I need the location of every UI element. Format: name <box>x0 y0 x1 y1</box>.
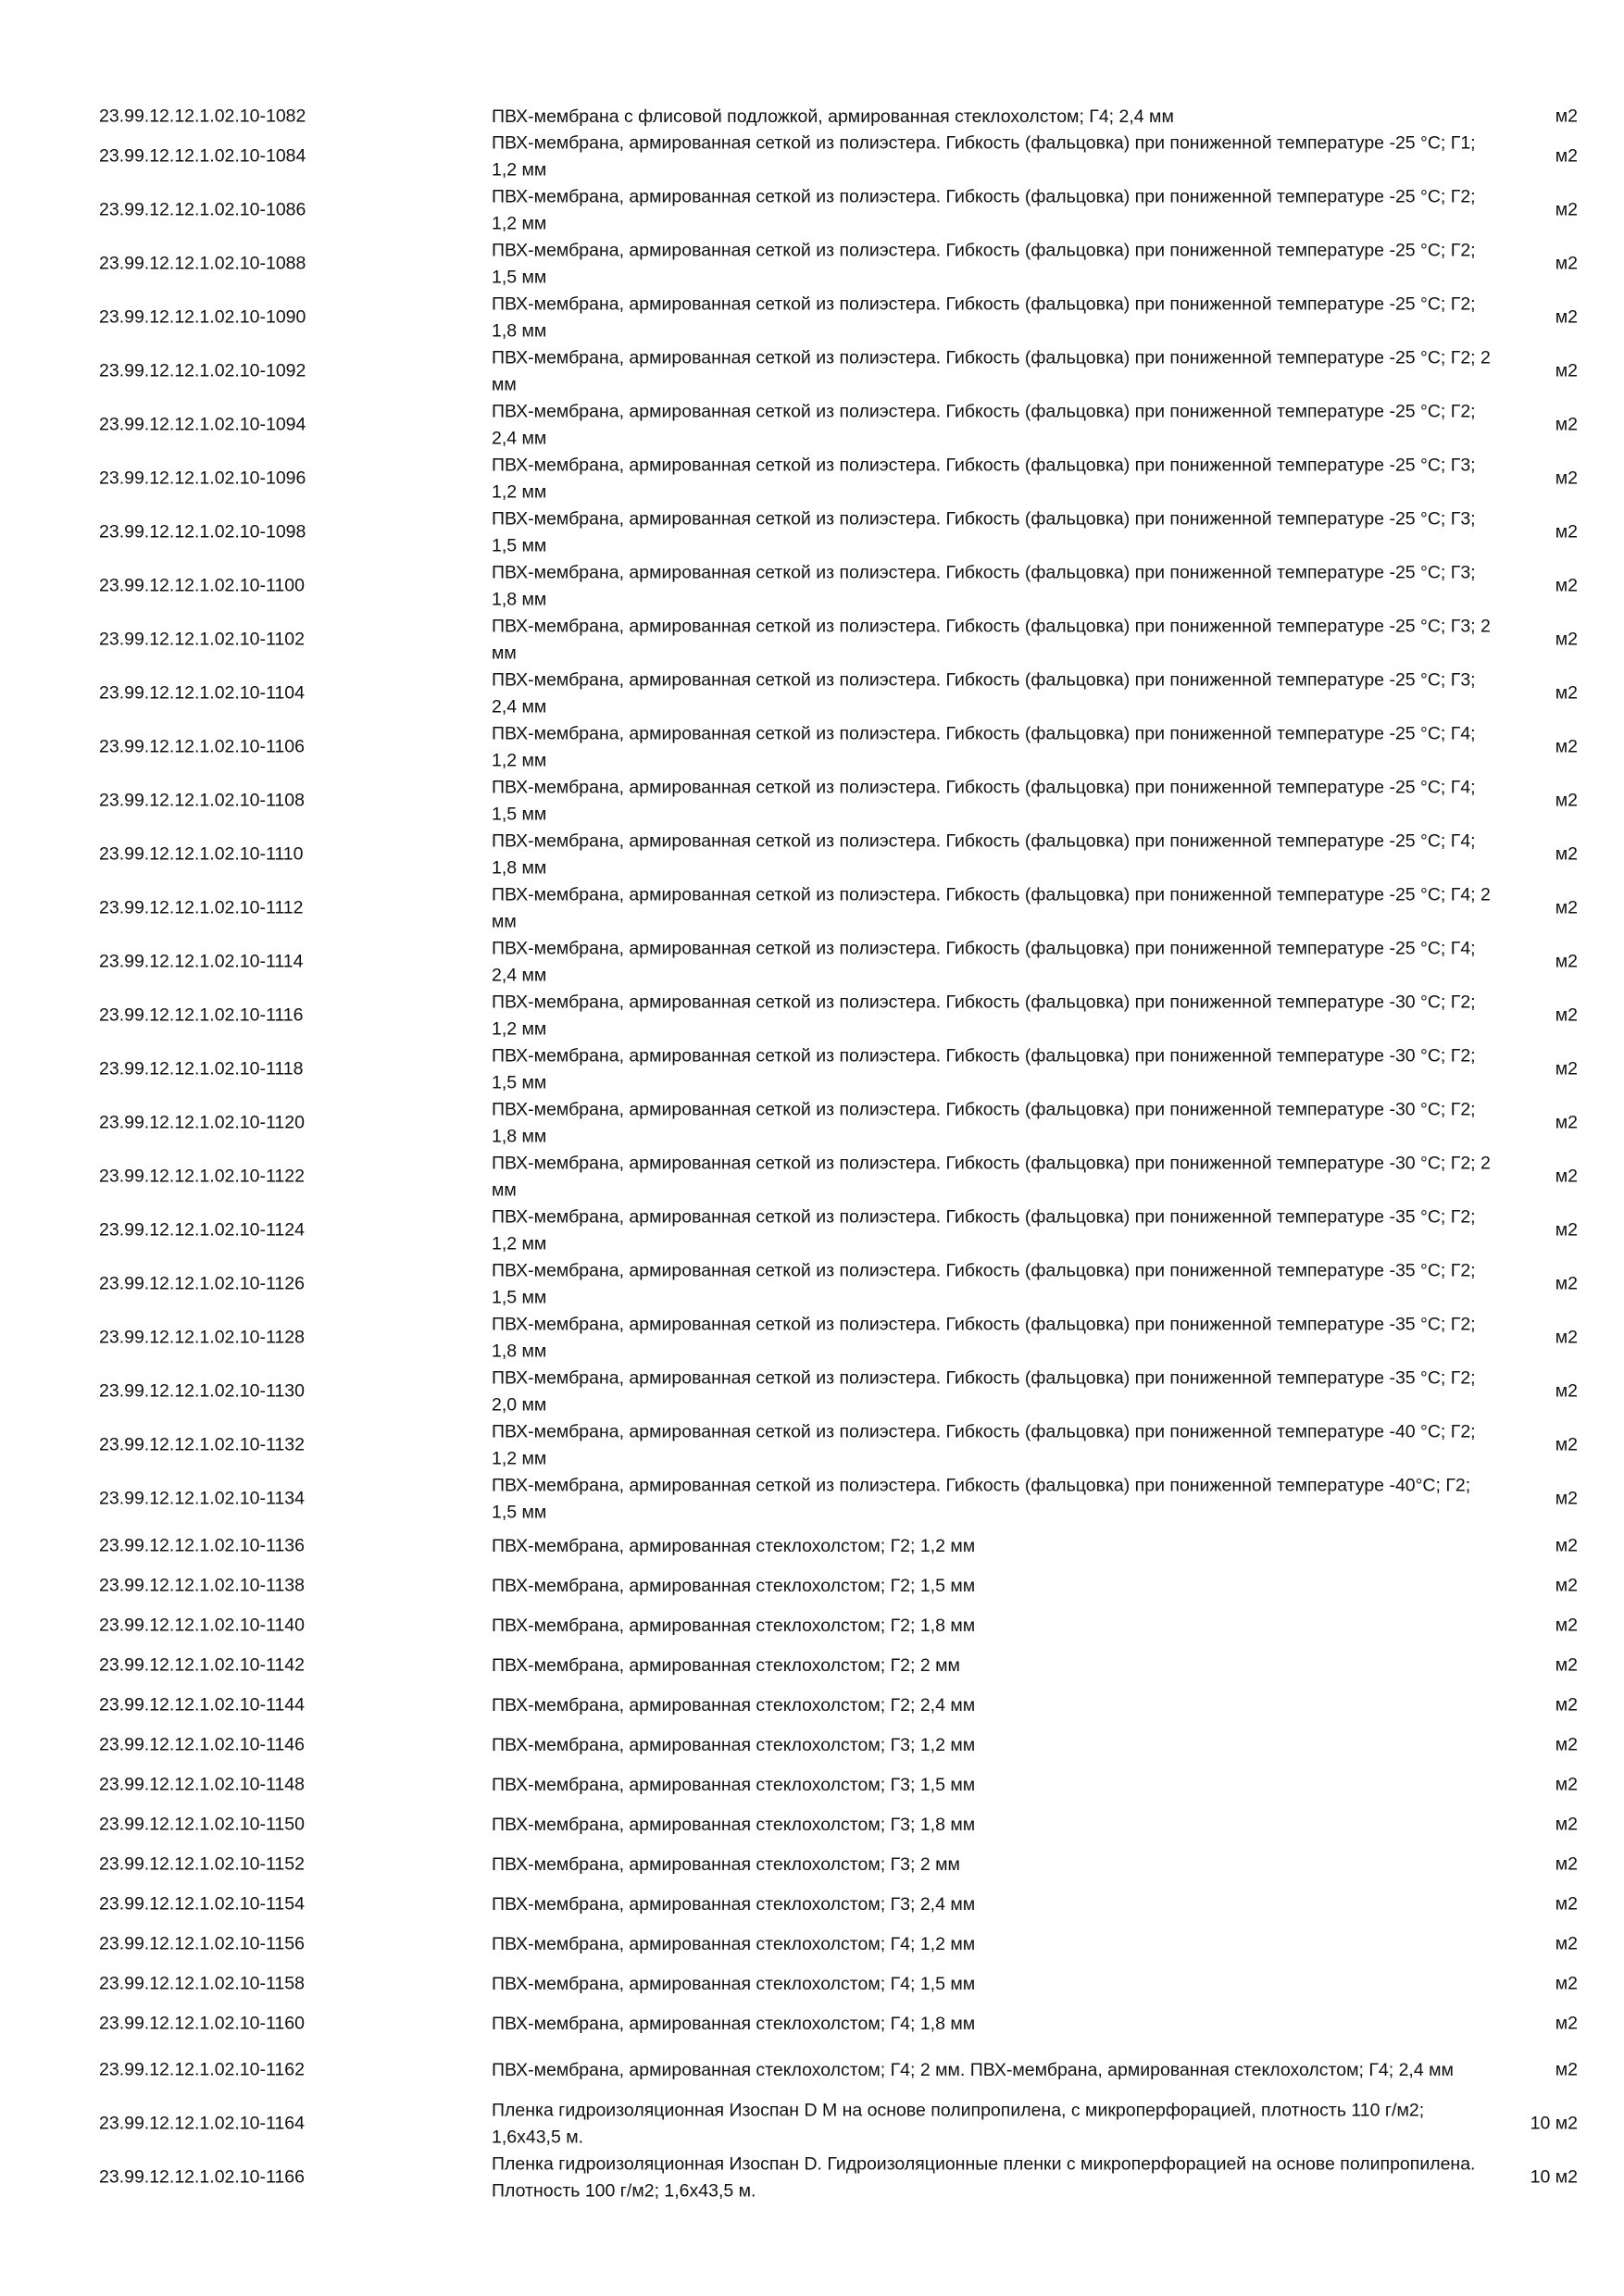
item-description: ПВХ-мембрана, армированная сеткой из полиэстера. Гибкость (фальцовка) при пониженной температуре -30 °С; Г2; 2 мм <box>492 1153 1491 1200</box>
item-unit: м2 <box>1555 414 1578 435</box>
item-unit: м2 <box>1555 1004 1578 1026</box>
item-code: 23.99.12.12.1.02.10-1126 <box>99 1273 305 1294</box>
item-code: 23.99.12.12.1.02.10-1150 <box>99 1814 305 1834</box>
item-description: ПВХ-мембрана, армированная сеткой из полиэстера. Гибкость (фальцовка) при пониженной температуре -30 °С; Г2; 1,2 мм <box>492 992 1476 1039</box>
table-row <box>0 183 1624 237</box>
table-row <box>0 720 1624 774</box>
item-description: ПВХ-мембрана, армированная стеклохолстом; Г4; 1,5 мм <box>492 1973 976 1994</box>
item-unit: м2 <box>1555 1853 1578 1874</box>
table-row <box>0 559 1624 613</box>
item-description: ПВХ-мембрана, армированная сеткой из полиэстера. Гибкость (фальцовка) при пониженной температуре -25 °С; Г2; 1,5 мм <box>492 240 1476 287</box>
item-description: ПВХ-мембрана, армированная сеткой из полиэстера. Гибкость (фальцовка) при пониженной температуре -35 °С; Г2; 2,0 мм <box>492 1367 1476 1415</box>
table-row <box>0 291 1624 344</box>
item-code: 23.99.12.12.1.02.10-1084 <box>99 145 306 167</box>
table-row <box>0 1472 1624 1526</box>
table-row <box>0 1884 1624 1924</box>
item-code: 23.99.12.12.1.02.10-1136 <box>99 1535 305 1555</box>
item-unit: м2 <box>1555 575 1578 596</box>
item-description: ПВХ-мембрана, армированная сеткой из полиэстера. Гибкость (фальцовка) при пониженной температуре -25 °С; Г2; 1,8 мм <box>492 293 1476 341</box>
item-code: 23.99.12.12.1.02.10-1086 <box>99 199 306 220</box>
item-unit: м2 <box>1555 1112 1578 1133</box>
item-code: 23.99.12.12.1.02.10-1118 <box>99 1058 304 1079</box>
item-description: Пленка гидроизоляционная Изоспан D М на основе полипропилена, с микроперфорацией, плотность 110 г/м2; 1,6х43,5 м. <box>492 2100 1425 2147</box>
item-description: ПВХ-мембрана, армированная стеклохолстом; Г3; 1,5 мм <box>492 1774 976 1795</box>
item-description: ПВХ-мембрана, армированная сеткой из полиэстера. Гибкость (фальцовка) при пониженной температуре -25 °С; Г4; 1,5 мм <box>492 777 1476 824</box>
item-unit: м2 <box>1555 253 1578 274</box>
item-code: 23.99.12.12.1.02.10-1092 <box>99 360 306 381</box>
item-description: ПВХ-мембрана, армированная стеклохолстом; Г4; 2 мм. ПВХ-мембрана, армированная стеклохолстом; Г4; 2,4 мм <box>492 2059 1454 2080</box>
item-description: ПВХ-мембрана, армированная сеткой из полиэстера. Гибкость (фальцовка) при пониженной температуре -25 °С; Г3; 1,5 мм <box>492 508 1476 555</box>
table-row <box>0 237 1624 291</box>
item-description: ПВХ-мембрана, армированная сеткой из полиэстера. Гибкость (фальцовка) при пониженной температуре -25 °С; Г4; 1,8 мм <box>492 830 1476 878</box>
table-row <box>0 1844 1624 1884</box>
table-row <box>0 104 1624 130</box>
table-row <box>0 613 1624 667</box>
item-code: 23.99.12.12.1.02.10-1098 <box>99 521 306 543</box>
item-code: 23.99.12.12.1.02.10-1120 <box>99 1112 305 1133</box>
item-code: 23.99.12.12.1.02.10-1152 <box>99 1853 305 1874</box>
table-row <box>0 130 1624 183</box>
item-code: 23.99.12.12.1.02.10-1128 <box>99 1327 305 1348</box>
item-code: 23.99.12.12.1.02.10-1108 <box>99 790 305 811</box>
item-unit: м2 <box>1555 1734 1578 1754</box>
item-unit: м2 <box>1555 1535 1578 1555</box>
item-code: 23.99.12.12.1.02.10-1142 <box>99 1654 305 1675</box>
table-row <box>0 452 1624 505</box>
table-row <box>0 881 1624 935</box>
item-unit: м2 <box>1555 1219 1578 1241</box>
item-unit: м2 <box>1555 1973 1578 1993</box>
item-description: ПВХ-мембрана, армированная сеткой из полиэстера. Гибкость (фальцовка) при пониженной температуре -40°С; Г2; 1,5 мм <box>492 1475 1471 1522</box>
item-description: ПВХ-мембрана, армированная сеткой из полиэстера. Гибкость (фальцовка) при пониженной температуре -25 °С; Г4; 2 мм <box>492 884 1491 931</box>
item-unit: м2 <box>1555 682 1578 704</box>
table-row <box>0 1566 1624 1605</box>
table-row <box>0 1924 1624 1964</box>
table-row <box>0 1645 1624 1685</box>
item-unit: 10 м2 <box>1530 2113 1578 2134</box>
item-unit: м2 <box>1555 2013 1578 2033</box>
item-unit: м2 <box>1555 1327 1578 1348</box>
item-description: ПВХ-мембрана, армированная сеткой из полиэстера. Гибкость (фальцовка) при пониженной температуре -25 °С; Г1; 1,2 мм <box>492 132 1476 180</box>
item-unit: м2 <box>1555 145 1578 167</box>
price-list-table <box>0 104 1624 2204</box>
table-row <box>0 398 1624 452</box>
item-code: 23.99.12.12.1.02.10-1154 <box>99 1893 305 1914</box>
item-description: ПВХ-мембрана, армированная сеткой из полиэстера. Гибкость (фальцовка) при пониженной температуре -35 °С; Г2; 1,2 мм <box>492 1206 1476 1254</box>
table-row <box>0 1204 1624 1257</box>
item-unit: м2 <box>1555 1774 1578 1794</box>
table-row <box>0 344 1624 398</box>
table-row <box>0 1150 1624 1204</box>
table-row <box>0 1418 1624 1472</box>
item-code: 23.99.12.12.1.02.10-1114 <box>99 951 304 972</box>
table-row <box>0 1964 1624 2003</box>
item-description: ПВХ-мембрана с флисовой подложкой, армированная стеклохолстом; Г4; 2,4 мм <box>492 106 1174 127</box>
item-unit: м2 <box>1555 1273 1578 1294</box>
item-code: 23.99.12.12.1.02.10-1164 <box>99 2113 305 2134</box>
item-description: ПВХ-мембрана, армированная стеклохолстом; Г2; 2,4 мм <box>492 1694 976 1716</box>
item-description: ПВХ-мембрана, армированная стеклохолстом; Г2; 1,2 мм <box>492 1535 976 1556</box>
item-code: 23.99.12.12.1.02.10-1162 <box>99 2059 305 2080</box>
table-row <box>0 1365 1624 1418</box>
table-row <box>0 1526 1624 1566</box>
table-row <box>0 2003 1624 2043</box>
item-code: 23.99.12.12.1.02.10-1156 <box>99 1933 305 1953</box>
item-description: ПВХ-мембрана, армированная стеклохолстом; Г3; 1,2 мм <box>492 1734 976 1755</box>
item-unit: м2 <box>1555 1814 1578 1834</box>
item-unit: м2 <box>1555 1933 1578 1953</box>
item-unit: м2 <box>1555 629 1578 650</box>
table-row <box>0 1685 1624 1725</box>
table-row <box>0 1725 1624 1765</box>
item-description: ПВХ-мембрана, армированная стеклохолстом; Г2; 1,8 мм <box>492 1615 976 1636</box>
table-row <box>0 935 1624 989</box>
item-unit: м2 <box>1555 1893 1578 1914</box>
item-unit: м2 <box>1555 1166 1578 1187</box>
item-unit: м2 <box>1555 199 1578 220</box>
item-unit: м2 <box>1555 1654 1578 1675</box>
table-row <box>0 828 1624 881</box>
item-unit: м2 <box>1555 1058 1578 1079</box>
item-code: 23.99.12.12.1.02.10-1096 <box>99 468 306 489</box>
table-row <box>0 1042 1624 1096</box>
item-unit: м2 <box>1555 951 1578 972</box>
table-row <box>0 1096 1624 1150</box>
item-unit: м2 <box>1555 521 1578 543</box>
item-unit: м2 <box>1555 1488 1578 1509</box>
table-row <box>0 2151 1624 2204</box>
item-unit: м2 <box>1555 1615 1578 1635</box>
item-unit: м2 <box>1555 1380 1578 1402</box>
item-unit: м2 <box>1555 360 1578 381</box>
table-row <box>0 1765 1624 1804</box>
item-code: 23.99.12.12.1.02.10-1110 <box>99 843 304 865</box>
table-row <box>0 989 1624 1042</box>
item-code: 23.99.12.12.1.02.10-1094 <box>99 414 306 435</box>
item-unit: м2 <box>1555 897 1578 918</box>
item-description: ПВХ-мембрана, армированная стеклохолстом; Г2; 2 мм <box>492 1654 960 1676</box>
item-description: ПВХ-мембрана, армированная сеткой из полиэстера. Гибкость (фальцовка) при пониженной температуре -30 °С; Г2; 1,8 мм <box>492 1099 1476 1146</box>
table-row <box>0 2097 1624 2151</box>
item-code: 23.99.12.12.1.02.10-1116 <box>99 1004 304 1026</box>
item-description: ПВХ-мембрана, армированная стеклохолстом; Г2; 1,5 мм <box>492 1575 976 1596</box>
item-code: 23.99.12.12.1.02.10-1160 <box>99 2013 305 2033</box>
item-description: ПВХ-мембрана, армированная стеклохолстом; Г3; 2,4 мм <box>492 1893 976 1915</box>
item-description: ПВХ-мембрана, армированная сеткой из полиэстера. Гибкость (фальцовка) при пониженной температуре -25 °С; Г4; 1,2 мм <box>492 723 1476 770</box>
table-row <box>0 667 1624 720</box>
item-code: 23.99.12.12.1.02.10-1106 <box>99 736 305 757</box>
item-code: 23.99.12.12.1.02.10-1124 <box>99 1219 305 1241</box>
table-row <box>0 1605 1624 1645</box>
item-unit: 10 м2 <box>1530 2166 1578 2188</box>
item-code: 23.99.12.12.1.02.10-1100 <box>99 575 305 596</box>
table-row <box>0 1257 1624 1311</box>
item-code: 23.99.12.12.1.02.10-1122 <box>99 1166 305 1187</box>
item-code: 23.99.12.12.1.02.10-1140 <box>99 1615 305 1635</box>
item-description: ПВХ-мембрана, армированная сеткой из полиэстера. Гибкость (фальцовка) при пониженной температуре -25 °С; Г3; 1,8 мм <box>492 562 1476 609</box>
item-code: 23.99.12.12.1.02.10-1166 <box>99 2166 305 2188</box>
item-description: ПВХ-мембрана, армированная сеткой из полиэстера. Гибкость (фальцовка) при пониженной температуре -35 °С; Г2; 1,8 мм <box>492 1314 1476 1361</box>
item-description: ПВХ-мембрана, армированная сеткой из полиэстера. Гибкость (фальцовка) при пониженной температуре -25 °С; Г2; 2 мм <box>492 347 1491 394</box>
item-description: ПВХ-мембрана, армированная стеклохолстом; Г3; 2 мм <box>492 1853 960 1875</box>
item-code: 23.99.12.12.1.02.10-1158 <box>99 1973 305 1993</box>
item-code: 23.99.12.12.1.02.10-1102 <box>99 629 305 650</box>
table-row <box>0 2043 1624 2097</box>
item-code: 23.99.12.12.1.02.10-1148 <box>99 1774 305 1794</box>
item-code: 23.99.12.12.1.02.10-1088 <box>99 253 306 274</box>
item-unit: м2 <box>1555 1694 1578 1715</box>
item-unit: м2 <box>1555 736 1578 757</box>
table-row <box>0 1804 1624 1844</box>
item-unit: м2 <box>1555 306 1578 328</box>
item-code: 23.99.12.12.1.02.10-1132 <box>99 1434 305 1455</box>
item-description: ПВХ-мембрана, армированная сеткой из полиэстера. Гибкость (фальцовка) при пониженной температуре -25 °С; Г3; 1,2 мм <box>492 455 1476 502</box>
item-description: ПВХ-мембрана, армированная сеткой из полиэстера. Гибкость (фальцовка) при пониженной температуре -25 °С; Г2; 1,2 мм <box>492 186 1476 233</box>
item-description: ПВХ-мембрана, армированная сеткой из полиэстера. Гибкость (фальцовка) при пониженной температуре -25 °С; Г2; 2,4 мм <box>492 401 1476 448</box>
item-description: Пленка гидроизоляционная Изоспан D. Гидроизоляционные пленки с микроперфорацией на основе полипропилена. Плотность 100 г/м2; 1,6х43,5 м. <box>492 2153 1476 2201</box>
item-code: 23.99.12.12.1.02.10-1134 <box>99 1488 305 1509</box>
item-description: ПВХ-мембрана, армированная сеткой из полиэстера. Гибкость (фальцовка) при пониженной температуре -40 °С; Г2; 1,2 мм <box>492 1421 1476 1468</box>
item-code: 23.99.12.12.1.02.10-1112 <box>99 897 304 918</box>
item-description: ПВХ-мембрана, армированная стеклохолстом; Г3; 1,8 мм <box>492 1814 976 1835</box>
item-description: ПВХ-мембрана, армированная сеткой из полиэстера. Гибкость (фальцовка) при пониженной температуре -25 °С; Г4; 2,4 мм <box>492 938 1476 985</box>
item-description: ПВХ-мембрана, армированная сеткой из полиэстера. Гибкость (фальцовка) при пониженной температуре -35 °С; Г2; 1,5 мм <box>492 1260 1476 1307</box>
item-code: 23.99.12.12.1.02.10-1104 <box>99 682 305 704</box>
table-row <box>0 1311 1624 1365</box>
table-row <box>0 505 1624 559</box>
item-description: ПВХ-мембрана, армированная сеткой из полиэстера. Гибкость (фальцовка) при пониженной температуре -30 °С; Г2; 1,5 мм <box>492 1045 1476 1092</box>
item-code: 23.99.12.12.1.02.10-1138 <box>99 1575 305 1595</box>
item-code: 23.99.12.12.1.02.10-1082 <box>99 106 306 127</box>
item-unit: м2 <box>1555 2059 1578 2080</box>
item-code: 23.99.12.12.1.02.10-1144 <box>99 1694 305 1715</box>
item-description: ПВХ-мембрана, армированная сеткой из полиэстера. Гибкость (фальцовка) при пониженной температуре -25 °С; Г3; 2,4 мм <box>492 669 1476 717</box>
item-description: ПВХ-мембрана, армированная сеткой из полиэстера. Гибкость (фальцовка) при пониженной температуре -25 °С; Г3; 2 мм <box>492 616 1491 663</box>
item-code: 23.99.12.12.1.02.10-1090 <box>99 306 306 328</box>
item-description: ПВХ-мембрана, армированная стеклохолстом; Г4; 1,2 мм <box>492 1933 976 1954</box>
item-unit: м2 <box>1555 1434 1578 1455</box>
item-unit: м2 <box>1555 843 1578 865</box>
item-code: 23.99.12.12.1.02.10-1146 <box>99 1734 305 1754</box>
item-code: 23.99.12.12.1.02.10-1130 <box>99 1380 305 1402</box>
item-description: ПВХ-мембрана, армированная стеклохолстом; Г4; 1,8 мм <box>492 2013 976 2034</box>
table-row <box>0 774 1624 828</box>
item-unit: м2 <box>1555 106 1578 127</box>
item-unit: м2 <box>1555 468 1578 489</box>
item-unit: м2 <box>1555 1575 1578 1595</box>
item-unit: м2 <box>1555 790 1578 811</box>
